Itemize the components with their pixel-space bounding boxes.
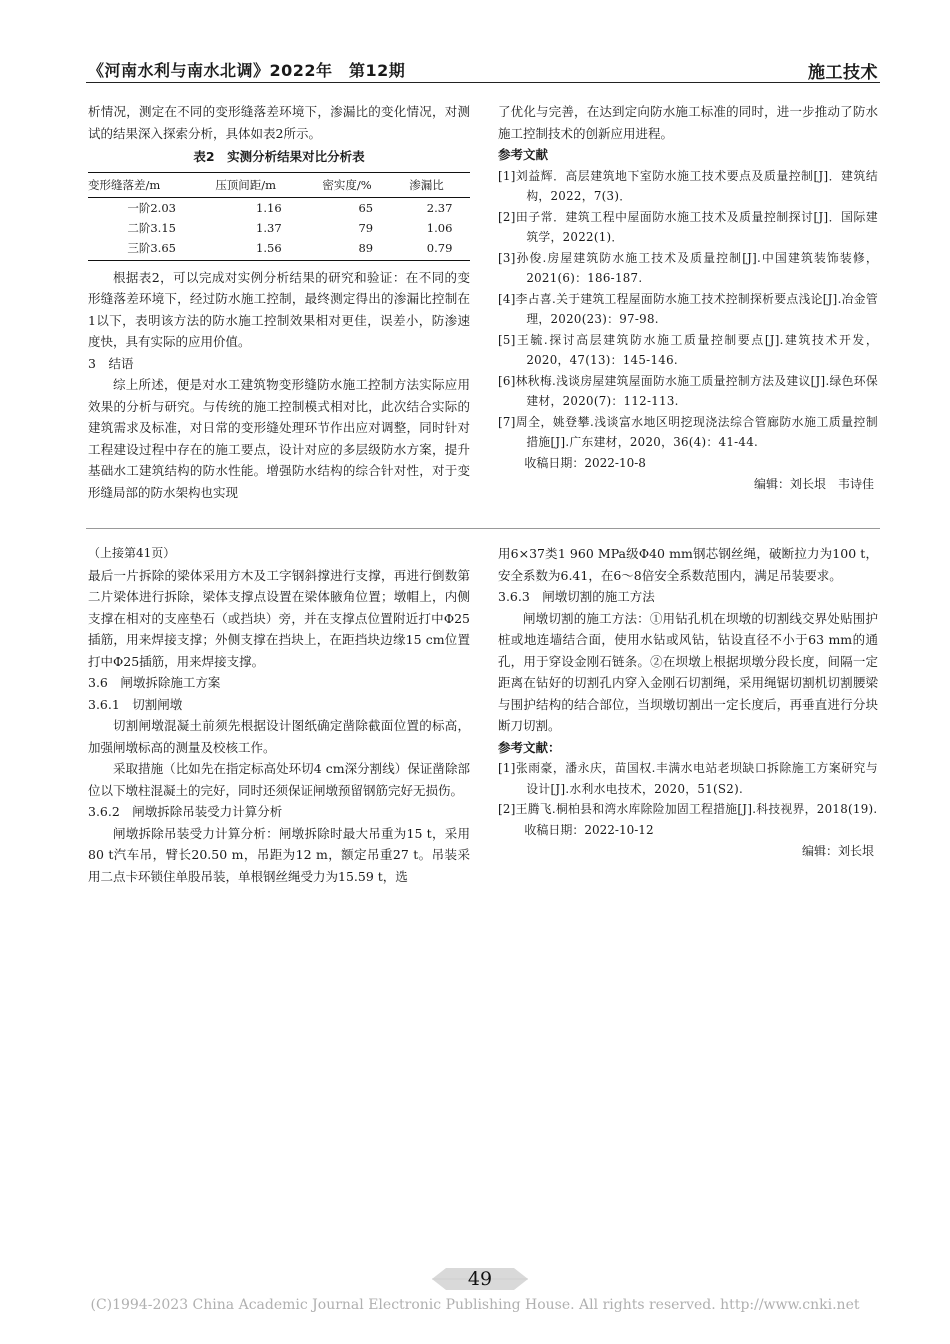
subsection-heading: 3.6.1 切割闸墩 [88, 696, 183, 712]
table-header-cell: 变形缝落差/m [88, 172, 215, 197]
paragraph: 切割闸墩混凝土前须先根据设计图纸确定凿除截面位置的标高，加强闸墩标高的测量及校核工作。 [88, 718, 470, 755]
paragraph: 采取措施（比如先在指定标高处环切4 cm深分割线）保证凿除部位以下墩柱混凝土的完好，同时还须保证闸墩预留钢筋完好无损伤。 [88, 761, 470, 798]
paragraph: 用6×37类1 960 MPa级Φ40 mm钢芯钢丝绳，破断拉力为100 t，安全系数为6.41，在6～8倍安全系数范围内，满足吊装要求。 [498, 546, 878, 583]
section-heading: 3 结语 [88, 355, 134, 371]
table-cell: 2.37 [426, 200, 453, 215]
subsection-heading: 3.6.2 闸墩拆除吊装受力计算分析 [88, 804, 283, 819]
received-date: 收稿日期：2022-10-12 [524, 822, 654, 837]
paragraph: 根据表2，可以完成对实例分析结果的研究和验证：在不同的变形缝落差环境下，经过防水施工控制，最终测定得出的渗漏比控制在1以下，表明该方法的防水施工控制效果相对更佳，误差小，防渗速度快，具有实际的应用价值。 [88, 269, 470, 349]
top-left-column [88, 101, 470, 503]
table-cell: 0.79 [409, 238, 470, 261]
table-cell: 1.56 [215, 238, 322, 261]
references-heading: 参考文献 [498, 147, 549, 162]
table-row [88, 238, 470, 261]
table-row [88, 197, 470, 218]
copyright-watermark: (C)1994-2023 China Academic Journal Electronic Publishing House. All rights reserved. http://www.cnki.net [90, 1297, 860, 1313]
paragraph: 闸墩切割的施工方法：①用钻孔机在坝墩的切割线交界处贴围护桩或地连墙结合面，使用水钻或风钻，钻设直径不小于63 mm的通孔，用于穿设金刚石链条。②在坝墩上根据坝墩分段长度，间隔一定距离在钻好的切割孔内穿入金刚石切割绳，采用绳锯切割机切割腰梁与围护结构的结合部位，当坝墩切割出一定长度后，再垂直进行分块断刀切割。 [498, 610, 878, 733]
section-title: 施工技术 [808, 63, 878, 83]
table-cell: 三阶3.65 [88, 238, 215, 261]
journal-title: 《河南水利与南水北调》2022年 第12期 [88, 61, 406, 80]
table-cell: 79 [358, 220, 374, 235]
bottom-right-column [498, 543, 878, 863]
continuation-note: （上接第41页） [88, 546, 176, 560]
editor-line: 编辑：刘长垠 [801, 844, 874, 858]
paragraph: 析情况，测定在不同的变形缝落差环境下，渗漏比的变化情况，对测试的结果深入探索分析，具体如表2所示。 [88, 104, 470, 141]
reference-item: [7]周全，姚登攀.浅谈富水地区明挖现浇法综合管廊防水施工质量控制措施[J].广东建材，2020，36(4)：41-44. [498, 414, 878, 449]
reference-item: [2]王腾飞.桐柏县和湾水库除险加固工程措施[J].科技视界，2018(19). [498, 802, 878, 816]
editor-line: 编辑：刘长垠 韦诗佳 [753, 477, 874, 491]
paragraph: 闸墩拆除吊装受力计算分析：闸墩拆除时最大吊重为15 t，采用80 t汽车吊，臂长20.50 m，吊距为12 m，额定吊重27 t。吊装采用二点卡环锁住单股吊装，单根钢丝绳受力为15.59 t，选 [88, 825, 470, 884]
table-header-cell: 渗漏比 [409, 172, 470, 197]
table-cell: 一阶2.03 [127, 200, 176, 215]
references-heading: 参考文献： [498, 739, 561, 755]
table-cell: 二阶3.15 [127, 220, 176, 235]
table-header-row [88, 172, 470, 197]
table-header-cell: 密实度/% [322, 172, 409, 197]
results-table [88, 172, 470, 261]
header-rule [86, 82, 880, 83]
paragraph: 最后一片拆除的梁体采用方木及工字钢斜撑进行支撑，再进行倒数第二片梁体进行拆除，梁体支撑点设置在梁体腋角位置；墩帽上，内侧支撑在相对的支座垫石（或挡块）旁，并在支撑点位置附近打中Φ25插筋，用来焊接支撑；外侧支撑在挡块上，在距挡块边缘15 cm位置打中Φ25插筋，用来焊接支撑。 [88, 567, 470, 669]
table-cell: 89 [322, 238, 409, 261]
reference-item: [2]田子常．建筑工程中屋面防水施工技术及质量控制探讨[J]．国际建筑学，2022(1)． [498, 209, 878, 244]
table-caption: 表2 实测分析结果对比分析表 [193, 149, 365, 164]
received-date: 收稿日期：2022-10-8 [524, 455, 646, 470]
reference-item: [5]王毓.探讨高层建筑防水施工质量控制要点[J].建筑技术开发，2020，47(13)：145-146. [498, 332, 878, 367]
page-number-badge [432, 1266, 528, 1292]
section-heading: 3.6 闸墩拆除施工方案 [88, 675, 221, 690]
bottom-left-column [88, 543, 470, 887]
subsection-heading: 3.6.3 闸墩切割的施工方法 [498, 589, 655, 604]
table-row [88, 218, 470, 238]
table-cell: 65 [358, 200, 374, 215]
reference-item: [6]林秋梅.浅谈房屋建筑屋面防水施工质量控制方法及建议[J].绿色环保建材，2020(7)：112-113. [498, 373, 878, 408]
reference-item: [3]孙俊.房屋建筑防水施工技术及质量控制[J].中国建筑装饰装修，2021(6)：186-187. [498, 250, 878, 285]
section-divider [86, 528, 880, 529]
table-cell: 1.37 [256, 220, 282, 235]
table-cell: 1.06 [426, 220, 453, 235]
table-header-cell: 压顶间距/m [215, 172, 322, 197]
reference-item: [4]李占喜.关于建筑工程屋面防水施工技术控制探析要点浅论[J].冶金管理，2020(23)：97-98. [498, 291, 878, 326]
table-cell: 1.16 [256, 200, 282, 215]
paragraph: 了优化与完善，在达到定向防水施工标准的同时，进一步推动了防水施工控制技术的创新应用进程。 [498, 104, 878, 141]
reference-item: [1]张雨豪，潘永庆，苗国权.丰满水电站老坝缺口拆除施工方案研究与设计[J].水利水电技术，2020，51(S2). [498, 761, 878, 796]
top-right-column [498, 101, 878, 496]
reference-item: [1]刘益辉．高层建筑地下室防水施工技术要点及质量控制[J]．建筑结构，2022，7(3)． [498, 168, 878, 203]
paragraph: 综上所述，便是对水工建筑物变形缝防水施工控制方法实际应用效果的分析与研究。与传统的施工控制模式相对比，此次结合实际的建筑需求及标准，对日常的变形缝处理环节作出应对调整，同时针对工程建设过程中存在的施工要点，设计对应的多层级防水方案，提升基础水工建筑结构的防水性能。增强防水结构的综合针对性，对于变形缝局部的防水架构也实现 [88, 377, 470, 500]
page-number: 49 [467, 1268, 493, 1290]
